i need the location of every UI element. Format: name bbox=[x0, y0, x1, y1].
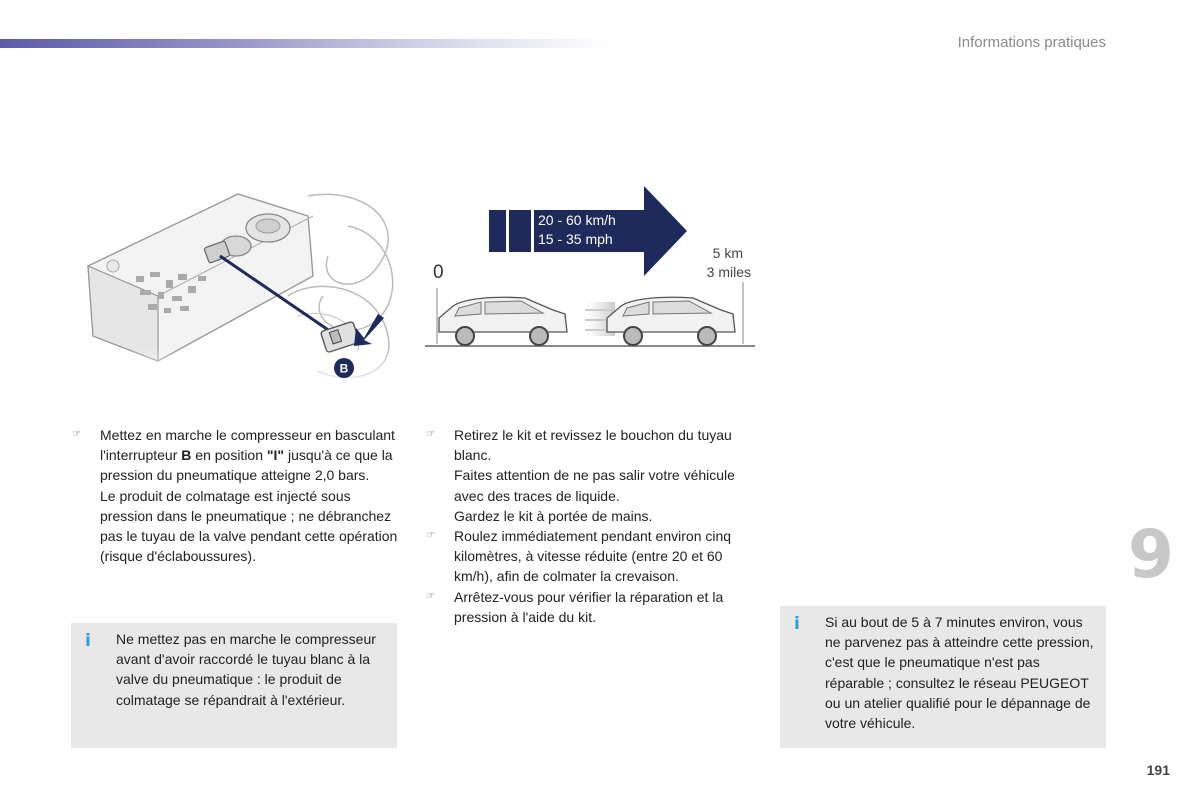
info-box-not-repairable bbox=[780, 606, 1106, 748]
header-gradient-bar bbox=[0, 39, 610, 48]
paragraph: Roulez immédiatement pendant environ cinq kilomètres, à vitesse réduite (entre 20 et 60 km/h), afin de colmater la crevaison. bbox=[454, 528, 732, 585]
switch-name: B bbox=[181, 447, 192, 464]
driving-diagram bbox=[425, 186, 755, 356]
list-item bbox=[72, 425, 398, 566]
distance-km-label: 5 km bbox=[712, 245, 743, 261]
car-moving-icon bbox=[607, 297, 735, 345]
paragraph: Mettez en marche le compresseur en basculant l'interrupteur B en position "I" jusqu'à ce que la pression du pneumatique atteigne 2,0 bars. bbox=[100, 427, 395, 484]
start-label: 0 bbox=[433, 262, 444, 283]
info-box-warning bbox=[71, 623, 397, 748]
switch-position: "I" bbox=[266, 447, 285, 464]
info-icon: i bbox=[85, 631, 91, 651]
paragraph: Le produit de colmatage est injecté sous pression dans le pneumatique ; ne débranchez pas le tuyau de la valve pendant cette opération (risque d'éclaboussures). bbox=[100, 487, 398, 565]
pointing-hand-icon: ☞ bbox=[72, 429, 81, 440]
pointing-hand-icon: ☞ bbox=[426, 530, 435, 542]
list-item bbox=[426, 587, 756, 627]
callout-b-label: B bbox=[339, 361, 349, 376]
info-text: Si au bout de 5 à 7 minutes environ, vous ne parvenez pas à atteindre cette pression, c'est que le pneumatique n'est pas réparable ; consultez le réseau PEUGEOT ou un atelier qualifié pour le dépannage de votre véhicule. bbox=[825, 614, 1094, 732]
list-item bbox=[426, 526, 756, 587]
speed-mph-label: 15 - 35 mph bbox=[538, 231, 613, 247]
list-item bbox=[426, 425, 756, 526]
pointing-hand-icon: ☞ bbox=[426, 429, 435, 440]
car-stationary-icon bbox=[439, 297, 567, 345]
speed-kmh-label: 20 - 60 km/h bbox=[538, 212, 616, 228]
paragraph: Arrêtez-vous pour vérifier la réparation et la pression à l'aide du kit. bbox=[454, 588, 724, 625]
info-text: Ne mettez pas en marche le compresseur avant d'avoir raccordé le tuyau blanc à la valve du pneumatique : le produit de colmatage se répandrait à l'extérieur. bbox=[116, 631, 376, 708]
info-icon: i bbox=[794, 614, 800, 634]
chapter-number: 9 bbox=[1128, 516, 1174, 593]
distance-miles-label: 3 miles bbox=[706, 264, 751, 280]
page-number: 191 bbox=[1146, 762, 1170, 778]
paragraph: Gardez le kit à portée de mains. bbox=[454, 507, 653, 524]
paragraph: Retirez le kit et revissez le bouchon du tuyau blanc. bbox=[454, 427, 732, 464]
pointing-hand-icon: ☞ bbox=[426, 590, 435, 602]
instructions-column-2 bbox=[426, 425, 756, 627]
section-title: Informations pratiques bbox=[957, 34, 1106, 51]
compressor-illustration bbox=[78, 186, 400, 392]
instructions-column-1 bbox=[72, 425, 398, 566]
paragraph: Faites attention de ne pas salir votre véhicule avec des traces de liquide. bbox=[454, 467, 735, 504]
